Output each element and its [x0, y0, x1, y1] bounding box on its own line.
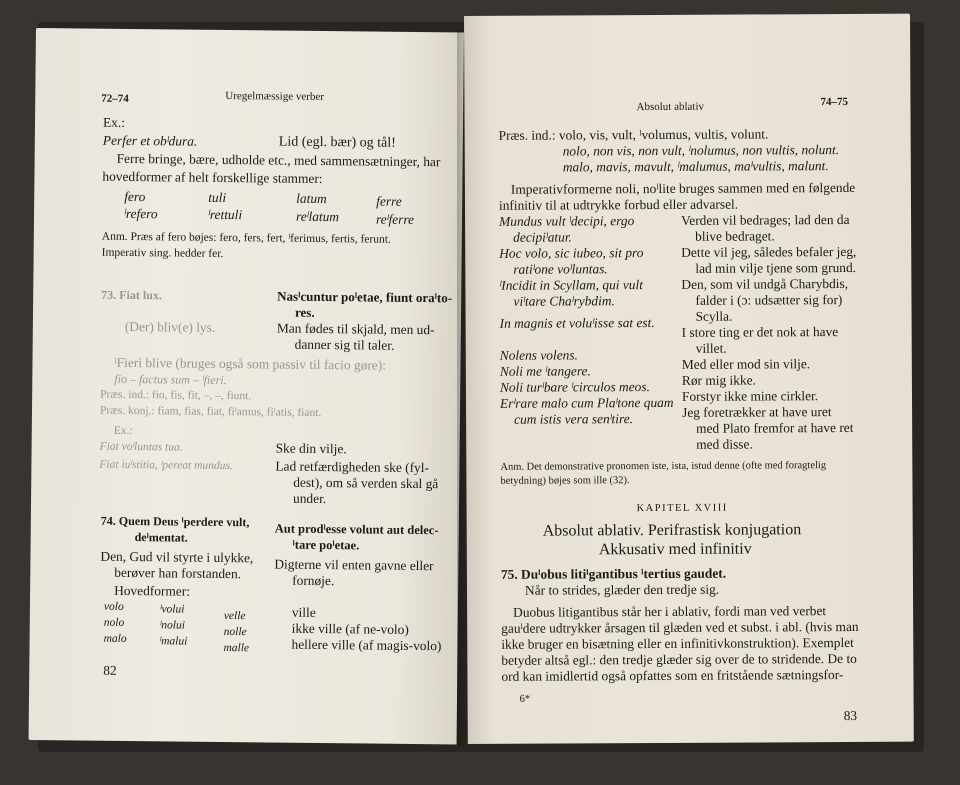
hf-2-2: ˡnolui	[159, 619, 186, 632]
s73-right-4: danner sig til taler.	[294, 336, 395, 353]
right-header-range: 74–75	[820, 95, 848, 109]
ex-left-12: cum istis vera senˡtire.	[514, 411, 634, 427]
fieri-line-4: Præs. konj.: fiam, fias, fiat, fiˡamus, fiˡatis, fiant.	[99, 404, 322, 420]
ex-right-7: Scylla.	[695, 308, 733, 324]
hf-1-1: volo	[103, 600, 124, 613]
ex-right-13: Jeg foretrækker at have uret	[682, 404, 832, 420]
hf-2-3: nolle	[223, 625, 247, 639]
hf-3-2: ˡmalui	[159, 635, 188, 648]
kapitel-label: KAPITEL XVIII	[636, 502, 728, 515]
s74-rightdk-1: Digterne vil enten gavne eller	[274, 556, 434, 574]
hf-2-1: nolo	[103, 616, 125, 629]
s74-left-2: berøver han forstanden.	[114, 564, 242, 582]
ex2-danish-2b: dest), om så verden skal gå	[293, 474, 439, 492]
s74-rightdk-2: fornøje.	[292, 572, 335, 589]
body-1: Duobus litigantibus står her i ablativ, fordi man ved verbet	[513, 603, 827, 620]
s74-label-1: 74. Quem Deus ˡperdere vult,	[100, 513, 250, 530]
ex-right-11: Rør mig ikke.	[681, 372, 756, 388]
s73-right-2: res.	[294, 304, 315, 320]
form-2-3: reˡlatum	[295, 208, 340, 225]
ex-label: Ex.:	[102, 114, 126, 130]
hf-meaning-2: ikke ville (af ne-volo)	[291, 620, 409, 637]
form-2-2: ˡrettuli	[207, 206, 243, 223]
ex-left-2: decipiˡatur.	[513, 229, 572, 245]
s74-label-2: deˡmentat.	[134, 530, 188, 545]
ex-right-5: Den, som vil undgå Charybdis,	[681, 275, 849, 292]
hf-meaning-1: ville	[291, 604, 316, 620]
s75-trans: Når to strides, glæder den tredje sig.	[524, 581, 720, 598]
s73-left-trans: (Der) bliv(e) lys.	[124, 318, 216, 335]
left-page-number: 82	[103, 662, 117, 678]
fieri-line-2: fio – factus sum – ˡfieri.	[114, 371, 227, 388]
ex-right-6: falder i (ɔ: udsætter sig for)	[695, 292, 843, 308]
right-page-number: 83	[843, 707, 858, 724]
ex-right-4: lad min vilje tjene som grund.	[695, 259, 857, 276]
ex2-latin-1: Fiat voˡluntas tua.	[99, 440, 183, 454]
ex-left-3: Hoc volo, sic iubeo, sit pro	[499, 245, 644, 261]
hf-3-3: malle	[223, 641, 250, 655]
ex-right-12: Forstyr ikke mine cirkler.	[681, 388, 819, 404]
imperativ-2: infinitiv til at udtrykke forbud eller advarsel.	[498, 196, 739, 213]
ex2-danish-1: Ske din vilje.	[275, 440, 347, 457]
s74-right-2: ˡtare poˡetae.	[292, 537, 360, 553]
ex-left-8: Nolens volens.	[499, 347, 578, 363]
anm1-line-2: Imperativ sing. hedder fer.	[101, 246, 224, 260]
ferre-line-1: Ferre bringe, bære, udholde etc., med sammensætninger, har	[116, 150, 441, 170]
ex2-latin-2: Fiat iuˡstitia, ˡpereat mundus.	[99, 458, 233, 473]
chapter-title-1: Absolut ablativ. Perifrastisk konjugation	[542, 521, 802, 540]
ex-left-7: In magnis et voluˡisse sat est.	[499, 315, 655, 331]
left-page	[29, 28, 464, 744]
ex-right-3: Dette vil jeg, således befaler jeg,	[681, 243, 857, 260]
ex-left-1: Mundus vult ˡdecipi, ergo	[499, 213, 635, 229]
ex2-danish-2a: Lad retfærdigheden ske (fyl-	[275, 458, 430, 476]
ex-left-11: Erˡrare malo cum Plaˡtone quam	[499, 394, 674, 411]
hovedformer-label: Hovedformer:	[114, 582, 191, 599]
form-1-3: latum	[296, 190, 327, 207]
praes-2: nolo, non vis, non vult, ˡnolumus, non vultis, nolunt.	[562, 142, 840, 159]
s73-right-1: Nasˡcuntur poˡetae, fiunt oraˡto-	[277, 288, 453, 306]
ex-right-14: med Plato fremfor at have ret	[696, 419, 854, 436]
ex-right-15: med disse.	[696, 436, 753, 452]
body-5: ord kan imidlertid også opfattes som en fritstående sætningsfor-	[501, 667, 844, 684]
fieri-line-3: Præs. ind.: fio, fis, fit, –, –, fiunt.	[100, 388, 252, 403]
form-1-2: tuli	[208, 189, 227, 205]
ex-right-2: blive bedraget.	[695, 228, 775, 244]
ex-right-10: Med eller mod sin vilje.	[681, 356, 811, 372]
left-header-range: 72–74	[101, 92, 129, 105]
ex-left-10: Noli turˡbare ˡcirculos meos.	[499, 379, 650, 395]
form-2-1: ˡrefero	[123, 205, 158, 222]
ferre-line-2: hovedformer af helt forskellige stammer:	[102, 168, 323, 187]
perfer-latin: Perfer et obˡdura.	[102, 132, 198, 149]
s74-left-1: Den, Gud vil styrte i ulykke,	[100, 548, 254, 566]
form-1-1: fero	[124, 188, 146, 205]
hf-1-2: ˡvolui	[159, 603, 185, 616]
ex2-label: Ex.:	[113, 424, 133, 438]
body-4: betyder altså egl.: den tredje glæder sig over de to stridende. De to	[501, 650, 857, 668]
imperativ-1: Imperativformerne noli, noˡlite bruges sammen med en følgende	[510, 179, 856, 197]
s75-head: 75. Duˡobus litiˡgantibus ˡtertius gaudet.	[500, 565, 727, 582]
signature-mark: 6*	[519, 693, 531, 705]
ex-right-9: villet.	[695, 340, 727, 356]
form-1-4: ferre	[376, 193, 402, 209]
ex-right-1: Verden vil bedrages; lad den da	[681, 211, 850, 228]
hf-3-1: malo	[103, 632, 127, 645]
s74-right-1: Aut prodˡesse volunt aut delec-	[274, 521, 439, 538]
hf-meaning-3: hellere ville (af magis-volo)	[291, 636, 442, 654]
ex-left-4: ratiˡone voˡluntas.	[513, 261, 608, 277]
left-header-title: Uregelmæssige verber	[225, 89, 325, 104]
anm2-line-2: betydning) bøjes som ille (32).	[500, 475, 630, 487]
fieri-line-1: ˡFieri blive (bruges også som passiv til facio gøre):	[114, 354, 387, 373]
s73-label: 73. Fiat lux.	[101, 287, 162, 303]
praes-1: Præs. ind.: volo, vis, vult, ˡvolumus, vultis, volunt.	[498, 126, 769, 143]
s73-right-3: Man fødes til skjald, men ud-	[276, 320, 435, 338]
anm1-line-1: Anm. Præs af fero bøjes: fero, fers, fert, ˡferimus, fertis, ferunt.	[101, 230, 391, 246]
ex-left-9: Noli me ˡtangere.	[499, 363, 591, 379]
ex-left-6: viˡtare Chaˡrybdim.	[513, 293, 615, 309]
perfer-danish: Lid (egl. bær) og tål!	[278, 134, 396, 151]
right-page	[464, 14, 914, 744]
hf-1-3: velle	[223, 609, 246, 623]
ex2-danish-2c: under.	[293, 490, 327, 507]
praes-3: malo, mavis, mavult, ˡmalumus, maˡvultis, malunt.	[562, 158, 829, 175]
form-2-4: reˡferre	[375, 211, 415, 227]
chapter-title-2: Akkusativ med infinitiv	[598, 540, 752, 559]
right-header-title: Absolut ablativ	[636, 100, 705, 114]
body-2: gauˡdere udtrykker årsagen til glæden ved et subst. i abl. (hvis man	[501, 618, 859, 636]
body-3: ikke bruger en bisætning eller en infinitivkonstruktion). Exemplet	[501, 634, 854, 652]
anm2-line-1: Anm. Det demonstrative pronomen iste, ista, istud denne (ofte med foragtelig	[500, 460, 827, 473]
ex-right-8: I store ting er det nok at have	[681, 324, 839, 340]
ex-left-5: ˡIncidit in Scyllam, qui vult	[499, 277, 643, 293]
